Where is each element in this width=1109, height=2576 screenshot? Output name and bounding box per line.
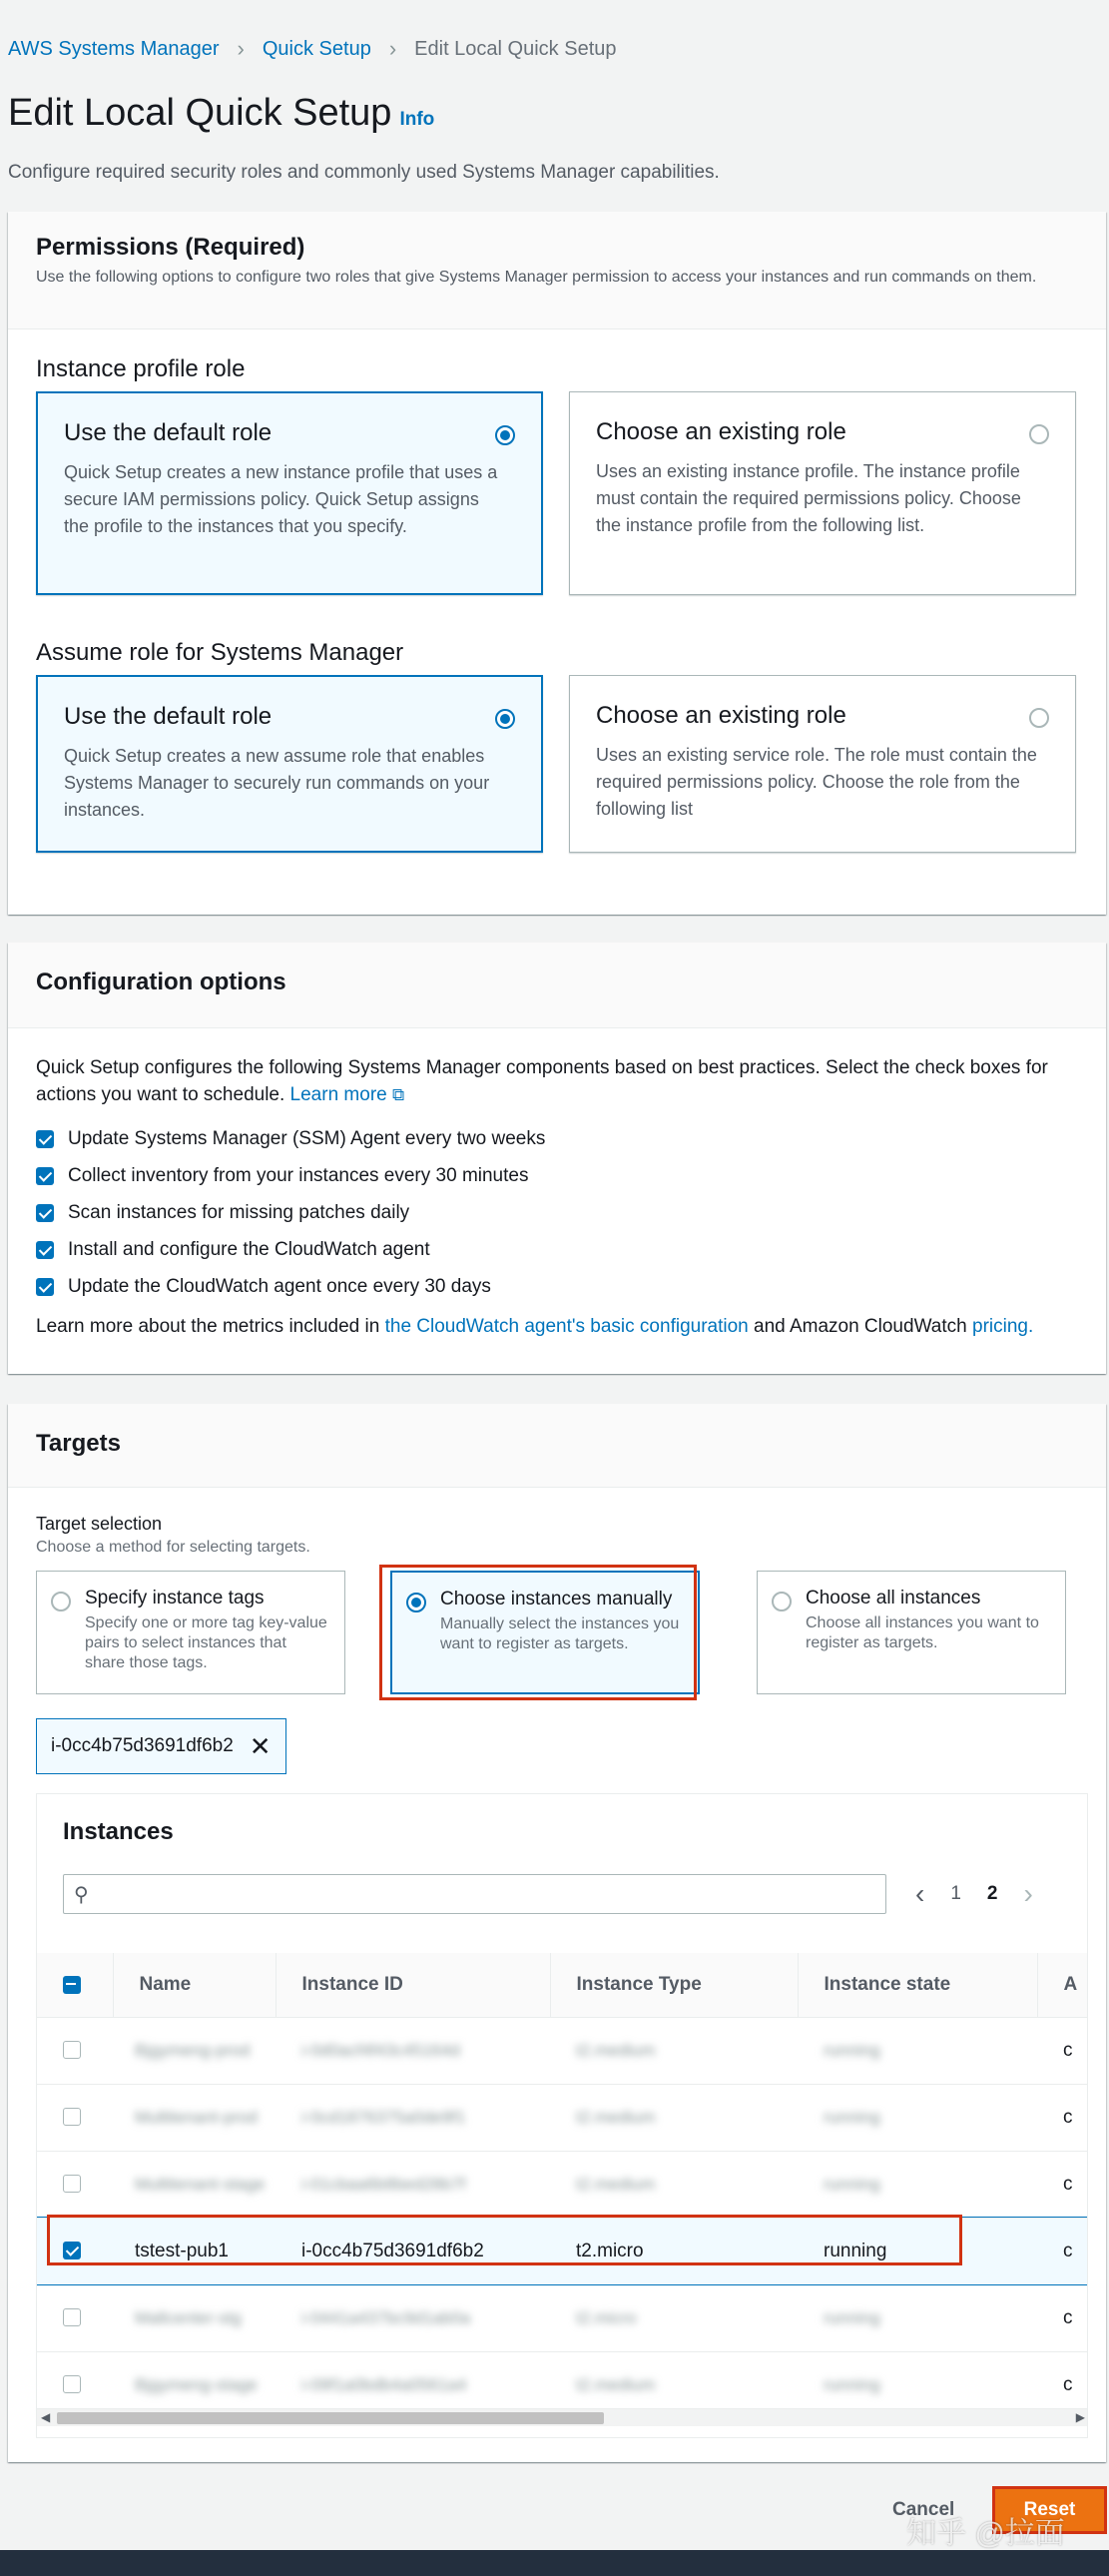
instance-name: tstest-pub1: [135, 2240, 229, 2261]
radio-unselected[interactable]: [1029, 708, 1049, 728]
select-all-checkbox[interactable]: [63, 1976, 81, 1994]
checkbox-checked[interactable]: [36, 1204, 54, 1222]
config-item-cloudwatch-install[interactable]: Install and configure the CloudWatch agent: [36, 1239, 1078, 1261]
row-checkbox[interactable]: [63, 2175, 81, 2193]
config-item-patches[interactable]: Scan instances for missing patches daily: [36, 1202, 1078, 1224]
page-title: [8, 92, 434, 135]
permissions-panel: [8, 212, 1106, 915]
select-all-cell: [37, 1953, 113, 2017]
page-title-text: Edit Local Quick Setup: [8, 92, 392, 134]
checkbox-checked[interactable]: [36, 1241, 54, 1259]
pagination: [915, 1878, 1033, 1910]
learn-more-link[interactable]: Learn more ⧉: [289, 1084, 405, 1105]
configuration-checklist: [36, 1128, 1078, 1298]
overflow-cell: c: [1063, 2173, 1073, 2195]
tile-description: Quick Setup creates a new assume role that enables Systems Manager to securely run commands on your instances.: [64, 746, 490, 820]
configuration-intro-text: Quick Setup configures the following Systems Manager components based on best practices. Select the check boxes for actions you want to schedule.: [36, 1057, 1048, 1105]
page-1[interactable]: 1: [950, 1883, 961, 1904]
instance-id: i-0cd1876375a0de9f1: [301, 2107, 466, 2127]
instance-name: Bjgymeng-prod: [135, 2040, 251, 2060]
instance-type: t2.micro: [576, 2240, 644, 2261]
external-link-icon: ⧉: [392, 1085, 405, 1104]
instance-state: running: [824, 2174, 880, 2194]
instance-type: t2.medium: [576, 2040, 656, 2060]
column-instance-type[interactable]: Instance Type: [550, 1953, 798, 2017]
instance-name: Mallcenter-stg: [135, 2307, 242, 2327]
target-selection-label: Target selection: [36, 1514, 163, 1534]
checkbox-checked[interactable]: [36, 1167, 54, 1185]
footer-bar: [0, 2550, 1109, 2576]
column-instance-state[interactable]: Instance state: [798, 1953, 1037, 2017]
tile-description: Uses an existing service role. The role must contain the required permissions policy. Choose the role from the following list: [596, 745, 1037, 819]
targets-title: Targets: [36, 1430, 121, 1457]
column-name[interactable]: Name: [113, 1953, 276, 2017]
configuration-intro: [36, 1054, 1078, 1108]
checkbox-checked[interactable]: [36, 1130, 54, 1148]
cancel-button[interactable]: Cancel: [892, 2499, 955, 2520]
instance-name: Multitenant-stage: [135, 2174, 266, 2194]
overflow-cell: c: [1063, 2373, 1073, 2395]
tile-description: Quick Setup creates a new instance profile that uses a secure IAM permissions policy. Quick Setup assigns the profile to the instances that you specify.: [64, 462, 498, 536]
horizontal-scrollbar[interactable]: [37, 2408, 1088, 2426]
instance-type: t2.micro: [576, 2307, 637, 2327]
assume-role-default-tile[interactable]: [36, 675, 543, 853]
configuration-title: Configuration options: [36, 968, 286, 995]
instance-id: i-0441a437bc9d1ab0a: [301, 2307, 471, 2327]
permissions-description: Use the following options to configure two roles that give Systems Manager permission to access your instances and run commands on them.: [36, 269, 1037, 286]
config-item-inventory[interactable]: Collect inventory from your instances every 30 minutes: [36, 1165, 1078, 1187]
radio-unselected[interactable]: [1029, 424, 1049, 444]
radio-unselected[interactable]: [51, 1592, 71, 1611]
instance-name: Multitenant-prod: [135, 2107, 258, 2127]
breadcrumb: [8, 36, 617, 62]
info-link[interactable]: Info: [399, 109, 435, 130]
overflow-cell: c: [1063, 2240, 1073, 2261]
instance-profile-existing-tile[interactable]: [569, 391, 1076, 595]
breadcrumb-systems-manager[interactable]: AWS Systems Manager: [8, 37, 220, 60]
instances-table: [37, 1953, 1088, 2419]
assume-role-existing-tile[interactable]: [569, 675, 1076, 853]
reset-button[interactable]: Reset: [992, 2486, 1107, 2534]
overflow-cell: c: [1063, 2306, 1073, 2328]
instance-type: t2.medium: [576, 2374, 656, 2394]
instances-search[interactable]: [63, 1874, 886, 1914]
chevron-right-icon[interactable]: ›: [1023, 1878, 1033, 1909]
column-instance-id[interactable]: Instance ID: [276, 1953, 550, 2017]
radio-selected[interactable]: [406, 1593, 426, 1612]
configuration-footer: Learn more about the metrics included in the CloudWatch agent's basic configuration and Amazon CloudWatch pricing.: [36, 1316, 1034, 1337]
instance-profile-default-tile[interactable]: [36, 391, 543, 595]
config-item-ssm-agent[interactable]: Update Systems Manager (SSM) Agent every two weeks: [36, 1128, 1078, 1150]
page-2-current[interactable]: 2: [986, 1883, 998, 1904]
target-option-manual[interactable]: Choose instances manually Manually select the instances you want to register as targets.: [390, 1571, 700, 1694]
pricing-link[interactable]: pricing.: [972, 1316, 1034, 1337]
scroll-right-icon[interactable]: ▶: [1075, 2410, 1085, 2424]
instance-type: t2.medium: [576, 2107, 656, 2127]
tile-title: Choose an existing role: [596, 418, 846, 445]
instance-id: i-0d0acf4f43c45164d: [301, 2040, 460, 2060]
instance-state: running: [824, 2107, 880, 2127]
target-option-tags[interactable]: Specify instance tags Specify one or more tag key-value pairs to select instances that share those tags.: [36, 1571, 345, 1694]
instance-name: Bjgymeng-stage: [135, 2374, 258, 2394]
column-overflow: A: [1037, 1953, 1088, 2017]
instances-title: Instances: [63, 1818, 174, 1845]
table-header-row: [37, 1953, 1088, 2017]
instance-id: i-0cc4b75d3691df6b2: [301, 2240, 484, 2261]
tile-title: Choose an existing role: [596, 702, 846, 729]
overflow-cell: c: [1063, 2106, 1073, 2128]
token-label: i-0cc4b75d3691df6b2: [51, 1735, 234, 1756]
row-checkbox[interactable]: [63, 2242, 81, 2259]
table-row[interactable]: [37, 2284, 1088, 2351]
instance-state: running: [824, 2240, 887, 2261]
instance-state: running: [824, 2374, 880, 2394]
scrollbar-thumb[interactable]: [57, 2412, 604, 2424]
radio-selected[interactable]: [495, 425, 515, 445]
configuration-panel: [8, 943, 1106, 1374]
search-icon: ⚲: [74, 1883, 89, 1906]
target-option-all[interactable]: Choose all instances Choose all instances you want to register as targets.: [757, 1571, 1066, 1694]
instance-profile-role-label: Instance profile role: [36, 355, 246, 382]
instances-search-input[interactable]: [97, 1884, 885, 1905]
instances-table-container: [36, 1793, 1088, 2438]
row-checkbox[interactable]: [63, 2041, 81, 2059]
radio-selected[interactable]: [495, 709, 515, 729]
radio-unselected[interactable]: [772, 1592, 792, 1611]
instance-state: running: [824, 2307, 880, 2327]
selected-instance-token: [36, 1718, 286, 1774]
table-row[interactable]: [37, 2218, 1088, 2284]
chevron-left-icon[interactable]: ‹: [915, 1878, 925, 1909]
targets-panel: [8, 1404, 1106, 2462]
tile-title: Use the default role: [64, 419, 273, 446]
instance-state: running: [824, 2040, 880, 2060]
assume-role-label: Assume role for Systems Manager: [36, 639, 404, 666]
page-description: Configure required security roles and commonly used Systems Manager capabilities.: [8, 162, 720, 183]
tile-description: Uses an existing instance profile. The instance profile must contain the required permissions policy. Choose the instance profile from the following list.: [596, 461, 1021, 535]
tile-title: Use the default role: [64, 703, 273, 730]
table-row[interactable]: [37, 2017, 1088, 2084]
breadcrumb-current: Edit Local Quick Setup: [414, 37, 617, 60]
breadcrumb-quick-setup[interactable]: Quick Setup: [262, 37, 371, 60]
instance-type: t2.medium: [576, 2174, 656, 2194]
target-selection-description: Choose a method for selecting targets.: [36, 1539, 310, 1556]
table-row[interactable]: [37, 2151, 1088, 2218]
cloudwatch-config-link[interactable]: the CloudWatch agent's basic configuration: [384, 1316, 749, 1337]
config-item-cloudwatch-update[interactable]: Update the CloudWatch agent once every 30 days: [36, 1276, 1078, 1298]
watermark-text: 知乎 @拉面: [906, 2517, 1065, 2550]
target-selection-tiles: [36, 1571, 1078, 1694]
chevron-right-icon: ›: [237, 36, 245, 61]
chevron-right-icon: ›: [388, 36, 397, 61]
instance-id: i-01cbaa6b8bed28b7f: [301, 2174, 466, 2194]
row-checkbox[interactable]: [63, 2375, 81, 2393]
row-checkbox[interactable]: [63, 2108, 81, 2126]
checkbox-checked[interactable]: [36, 1278, 54, 1296]
scroll-left-icon[interactable]: ◀: [41, 2410, 51, 2424]
permissions-title: Permissions (Required): [36, 234, 305, 261]
row-checkbox[interactable]: [63, 2308, 81, 2326]
close-icon[interactable]: ✕: [249, 1731, 272, 1761]
instance-id: i-09f1a0bdb4a0561a4: [301, 2374, 467, 2394]
overflow-cell: c: [1063, 2039, 1073, 2061]
table-row[interactable]: [37, 2084, 1088, 2151]
